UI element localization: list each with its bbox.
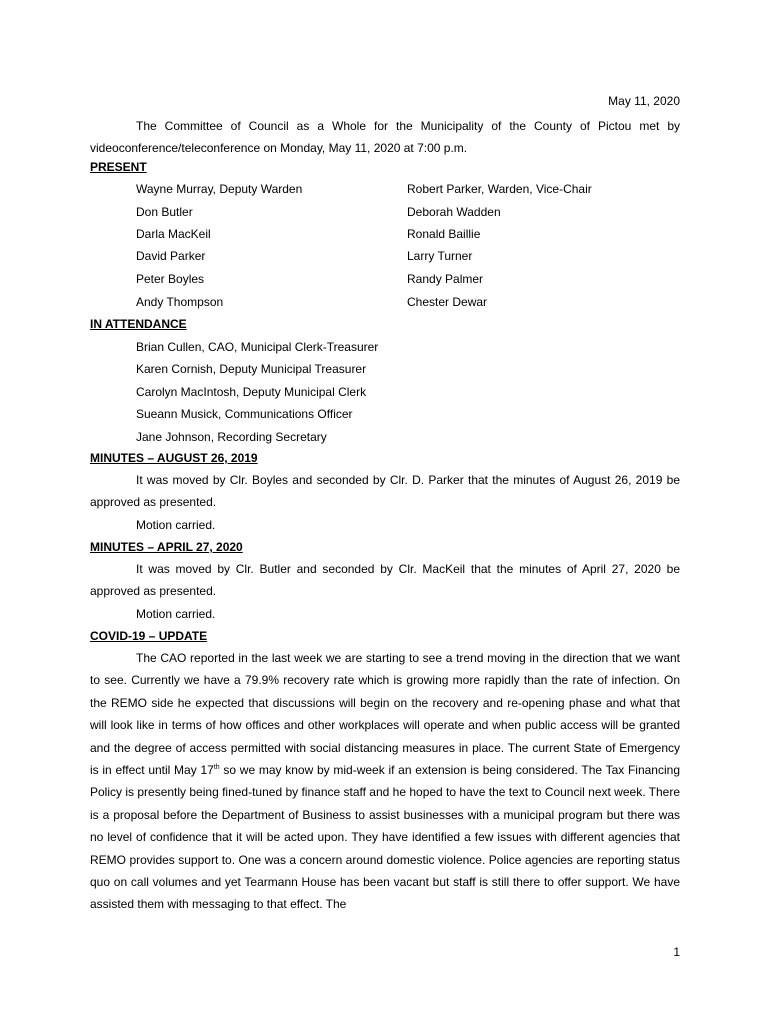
covid-heading: COVID-19 – UPDATE <box>90 629 208 643</box>
present-member: Larry Turner <box>407 249 473 263</box>
minutes-apr-section <box>90 558 680 625</box>
covid-section <box>90 647 680 916</box>
minutes-aug-heading: MINUTES – AUGUST 26, 2019 <box>90 451 258 465</box>
intro-line-1: The Committee of Council as a Whole for the Municipality of the County of Pictou met by <box>136 119 680 133</box>
minutes-apr-text: It was moved by Clr. Butler and seconded by Clr. MacKeil that the minutes of April 27, 2020 be approved as presented. <box>90 562 680 599</box>
minutes-apr-motion: Motion carried. <box>136 606 216 621</box>
present-member: David Parker <box>136 249 206 263</box>
present-member: Darla MacKeil <box>136 227 211 241</box>
attendee: Brian Cullen, CAO, Municipal Clerk-Treasurer <box>136 340 379 354</box>
intro-paragraph <box>90 115 680 160</box>
present-heading: PRESENT <box>90 160 147 174</box>
present-member: Robert Parker, Warden, Vice-Chair <box>407 182 592 196</box>
covid-text-part-a: The CAO reported in the last week we are starting to see a trend moving in the direction that we want to see. Currently we have a 79.9% recovery rate which is growing more rapidly than the rate of infection. On the REMO side he expected that discussions will begin on the recovery and re-opening phase and what that will look like in terms of how offices and other workplaces will operate and when public access will be granted and the degree of access permitted with social distancing measures in place. The current State of Emergency is in effect until May 17 <box>90 651 680 778</box>
covid-text <box>90 647 680 916</box>
present-member: Randy Palmer <box>407 272 484 286</box>
page-number: 1 <box>673 945 680 959</box>
present-member: Peter Boyles <box>136 272 205 286</box>
covid-text-part-b: so we may know by mid-week if an extension is being considered. The Tax Financing Policy is presently being fined-tuned by finance staff and he hoped to have the text to Council next week. There is a proposal before the Department of Business to assist businesses with a municipal program but there was no level of confidence that it will be acted upon. They have identified a few issues with different agencies that REMO provides support to. One was a concern around domestic violence. Police agencies are reporting status quo on call volumes and yet Tearmann House has been vacant but staff is still there to offer support. We have assisted them with messaging to that effect. The <box>90 763 680 912</box>
present-member: Deborah Wadden <box>407 205 501 219</box>
present-member: Chester Dewar <box>407 295 488 309</box>
attendee: Sueann Musick, Communications Officer <box>136 407 353 422</box>
minutes-aug-section <box>90 469 680 536</box>
present-member: Don Butler <box>136 205 193 219</box>
present-list <box>0 181 770 316</box>
attendee: Karen Cornish, Deputy Municipal Treasurer <box>136 362 367 377</box>
attendance-heading: IN ATTENDANCE <box>90 317 187 331</box>
meeting-date: May 11, 2020 <box>608 94 680 108</box>
present-member: Ronald Baillie <box>407 227 481 241</box>
present-member: Wayne Murray, Deputy Warden <box>136 182 303 196</box>
minutes-apr-heading: MINUTES – APRIL 27, 2020 <box>90 540 243 554</box>
intro-line-2: videoconference/teleconference on Monday, May 11, 2020 at 7:00 p.m. <box>90 141 468 156</box>
attendee: Jane Johnson, Recording Secretary <box>136 429 327 444</box>
minutes-aug-motion: Motion carried. <box>136 517 216 532</box>
present-member: Andy Thompson <box>136 295 224 309</box>
covid-text-superscript: th <box>213 764 220 772</box>
attendee: Carolyn MacIntosh, Deputy Municipal Clerk <box>136 384 367 399</box>
attendance-list <box>90 336 680 448</box>
minutes-aug-text: It was moved by Clr. Boyles and seconded by Clr. D. Parker that the minutes of August 26, 2019 be approved as presented. <box>90 473 680 510</box>
